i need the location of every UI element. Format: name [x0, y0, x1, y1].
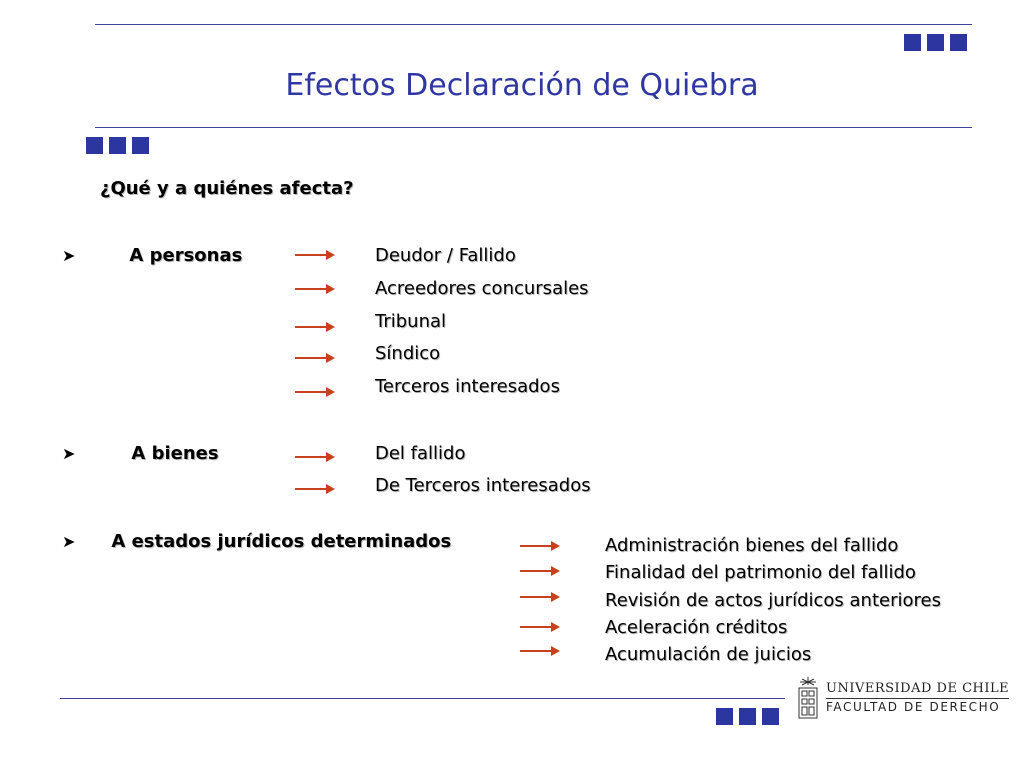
section-estados-juridicos — [62, 531, 451, 552]
right-arrow-icon — [520, 565, 560, 577]
arrowhead-bullet-icon: ➤ — [62, 532, 76, 551]
top-right-squares-icon — [904, 34, 967, 51]
logo-line-2: FACULTAD DE DERECHO — [826, 700, 1001, 715]
right-arrow-icon — [520, 591, 560, 603]
list-item: Revisión de actos jurídicos anteriores — [605, 590, 941, 611]
right-arrow-icon — [295, 321, 335, 333]
top-rule — [95, 24, 972, 25]
list-item: Acumulación de juicios — [605, 644, 812, 665]
list-item: Tribunal — [375, 311, 447, 332]
list-item: Acreedores concursales — [375, 278, 589, 299]
left-squares-icon — [86, 137, 149, 154]
list-item: Terceros interesados — [375, 376, 560, 397]
bottom-rule — [60, 698, 785, 699]
section-personas — [62, 245, 242, 266]
right-arrow-icon — [295, 386, 335, 398]
section-bienes — [62, 443, 219, 464]
list-item: Finalidad del patrimonio del fallido — [605, 562, 916, 583]
list-item: Aceleración créditos — [605, 617, 788, 638]
right-arrow-icon — [520, 621, 560, 633]
right-arrow-icon — [295, 249, 335, 261]
right-arrow-icon — [295, 283, 335, 295]
bottom-squares-icon — [716, 708, 779, 725]
list-item: Del fallido — [375, 443, 466, 464]
subtitle: ¿Qué y a quiénes afecta? — [100, 178, 354, 199]
list-item: Administración bienes del fallido — [605, 535, 899, 556]
logo-line-1: UNIVERSIDAD DE CHILE — [826, 681, 1010, 697]
right-arrow-icon — [295, 483, 335, 495]
section-label: A estados jurídicos determinados — [111, 531, 452, 552]
university-seal-icon — [796, 676, 820, 720]
arrowhead-bullet-icon: ➤ — [62, 444, 76, 463]
list-item: Síndico — [375, 343, 441, 364]
arrowhead-bullet-icon: ➤ — [62, 246, 76, 265]
university-logo — [796, 676, 1009, 720]
list-item: Deudor / Fallido — [375, 245, 516, 266]
right-arrow-icon — [520, 645, 560, 657]
right-arrow-icon — [520, 540, 560, 552]
right-arrow-icon — [295, 451, 335, 463]
page-title: Efectos Declaración de Quiebra — [285, 68, 759, 103]
title-underline-rule — [95, 127, 972, 128]
section-label: A bienes — [131, 443, 219, 464]
right-arrow-icon — [295, 352, 335, 364]
section-label: A personas — [129, 245, 243, 266]
list-item: De Terceros interesados — [375, 475, 591, 496]
